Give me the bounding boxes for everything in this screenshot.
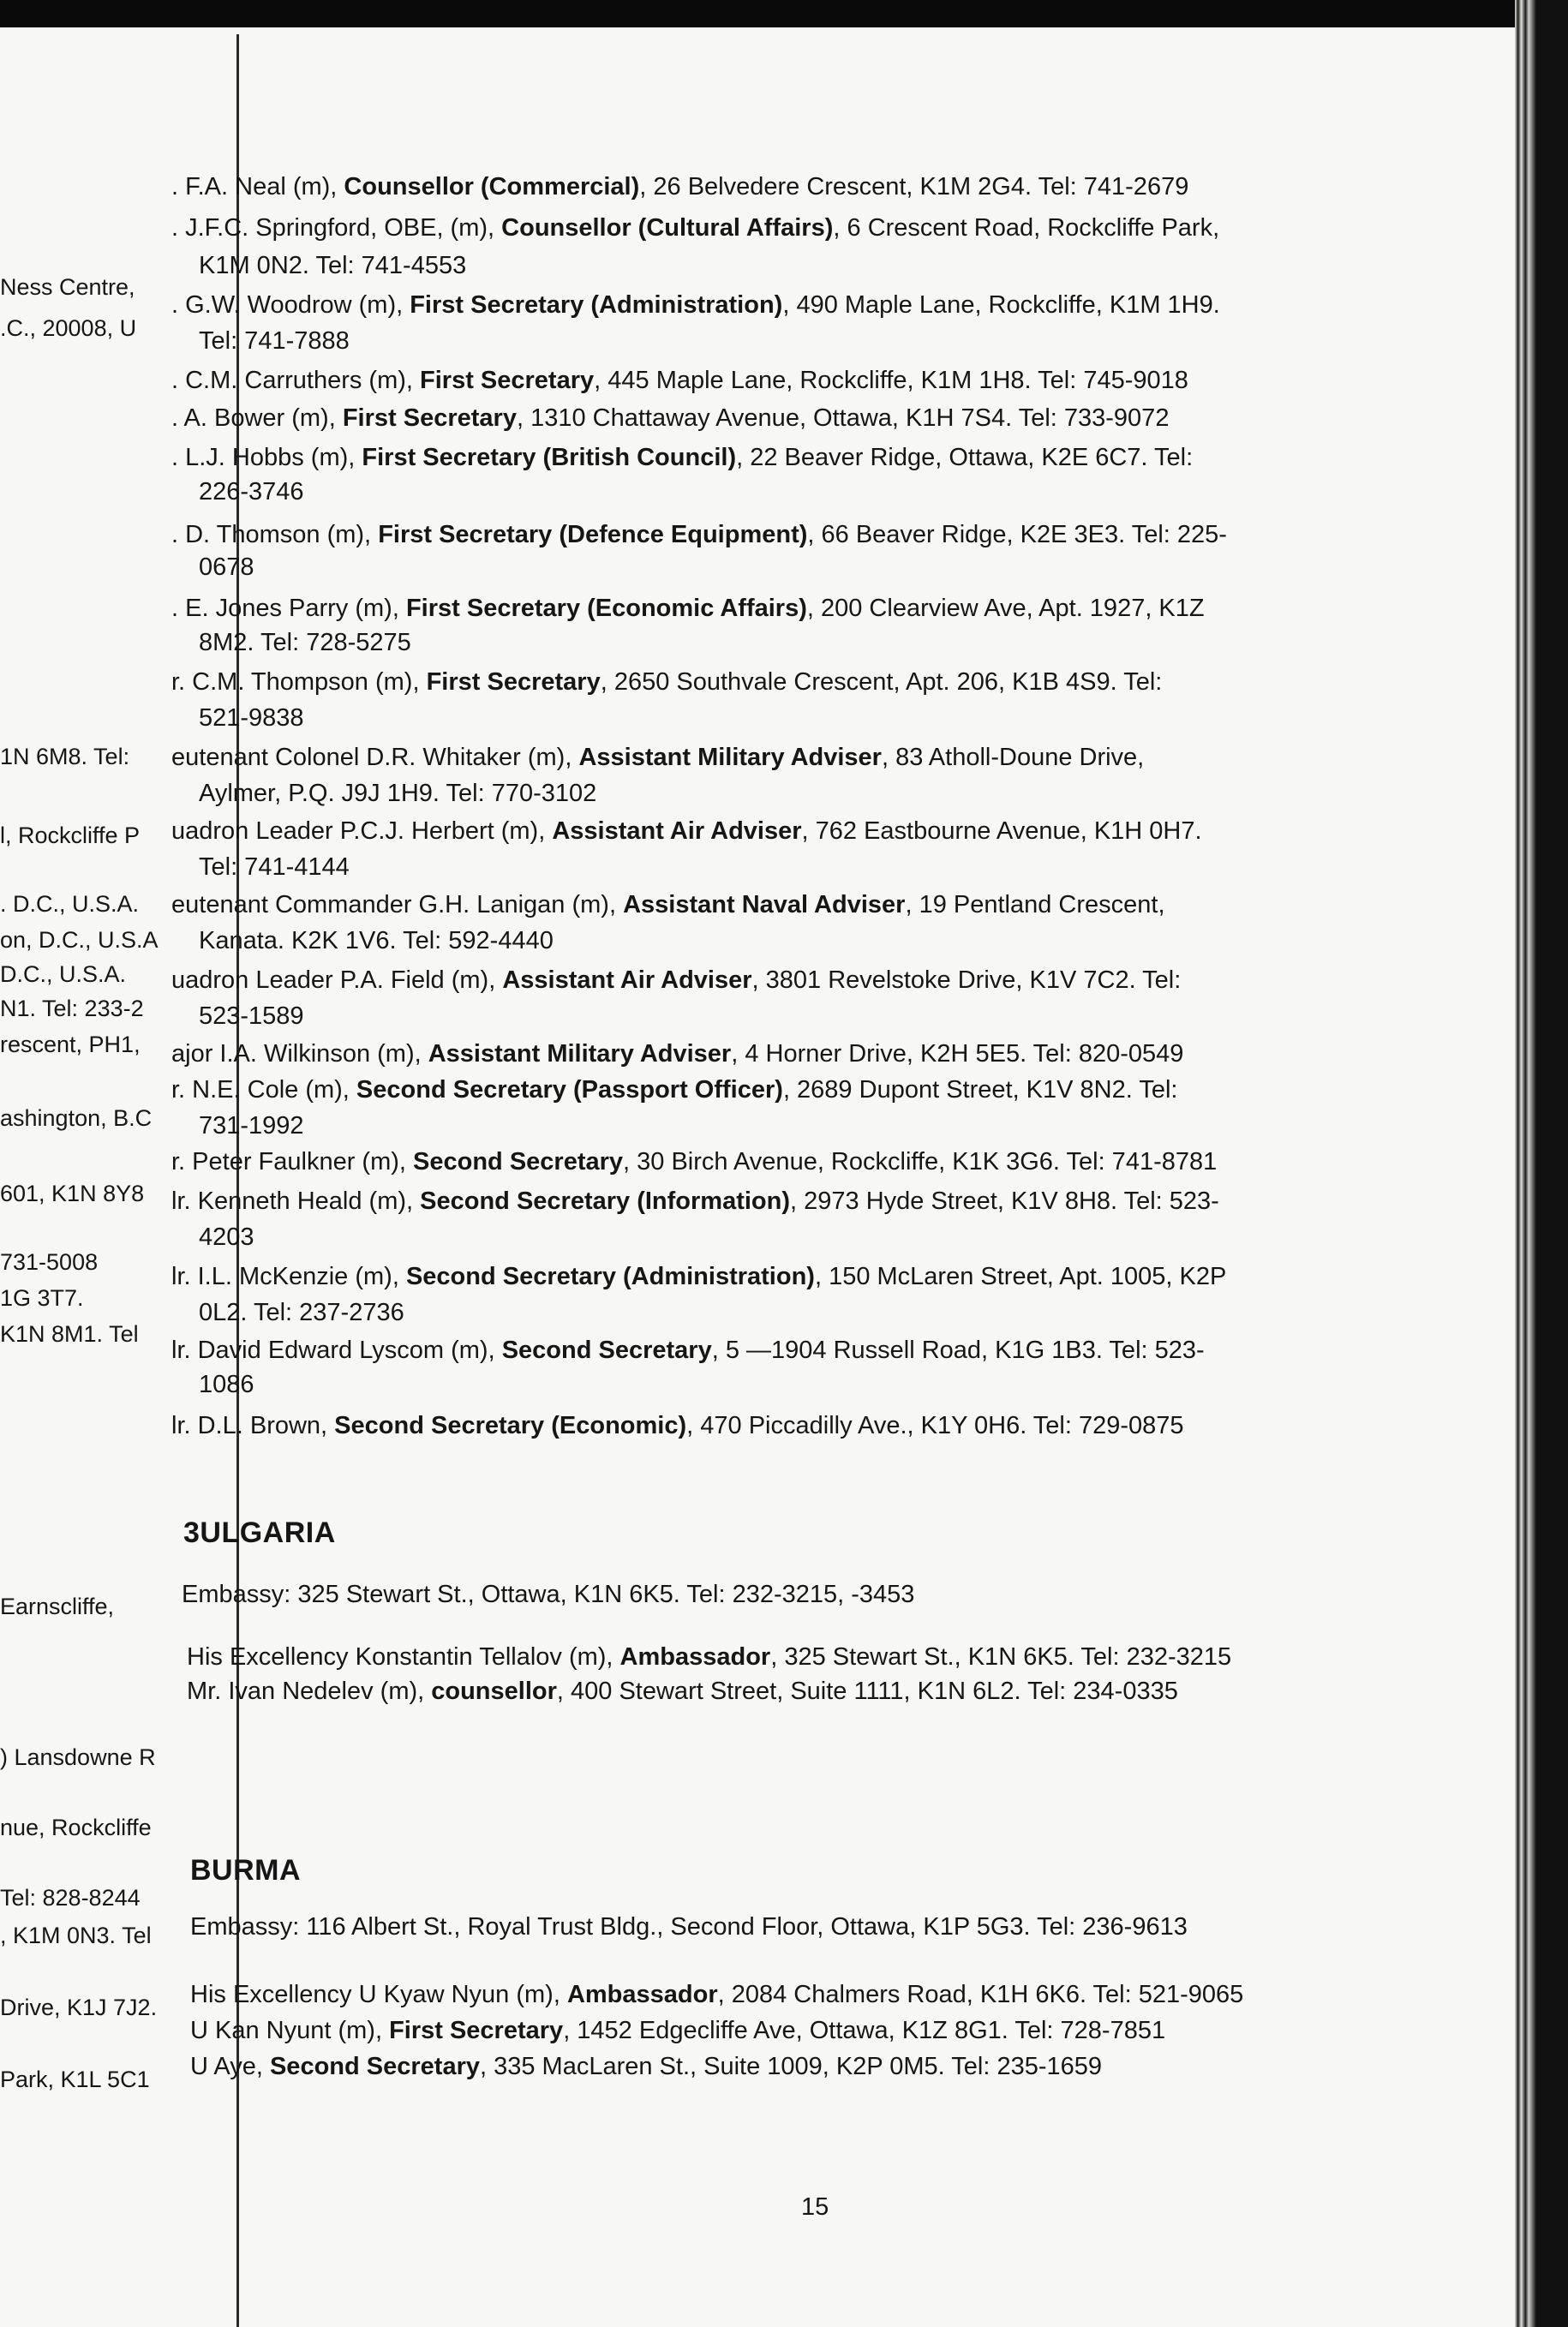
entry-title: Assistant Air Adviser <box>502 966 752 994</box>
directory-entry <box>171 212 1219 243</box>
entry-continuation: Aylmer, P.Q. J9J 1H9. Tel: 770-3102 <box>199 780 597 807</box>
entry-address: , 66 Beaver Ridge, K2E 3E3. Tel: 225- <box>807 521 1227 548</box>
entry-address: , 490 Maple Lane, Rockcliffe, K1M 1H9. <box>782 291 1220 319</box>
entry-name: . J.F.C. Springford, OBE, (m), <box>171 214 502 242</box>
entry-continuation: 521-9838 <box>199 704 304 732</box>
left-fragment: l, Rockcliffe P <box>0 823 141 848</box>
entry-continuation: 4203 <box>199 1223 254 1251</box>
entry-name: r. N.E. Cole (m), <box>171 1076 356 1104</box>
entry-name: lr. Kenneth Heald (m), <box>171 1187 421 1215</box>
entry-address: , 30 Birch Avenue, Rockcliffe, K1K 3G6. Tel: 741-8781 <box>623 1148 1218 1175</box>
directory-entry <box>187 1642 1231 1672</box>
directory-entry <box>187 1676 1178 1707</box>
entry-address: , 26 Belvedere Crescent, K1M 2G4. Tel: 741-2679 <box>639 173 1189 200</box>
entry-continuation: 226-3746 <box>199 478 304 505</box>
entry-title: First Secretary (British Council) <box>362 444 737 471</box>
entry-address: , 335 MacLaren St., Suite 1009, K2P 0M5. Tel: 235-1659 <box>479 2053 1103 2080</box>
entry-name: . E. Jones Parry (m), <box>171 595 406 622</box>
entry-title: First Secretary (Defence Equipment) <box>378 521 808 548</box>
directory-entry <box>171 290 1220 320</box>
entry-name: . D. Thomson (m), <box>171 521 379 548</box>
scan-page-edge <box>1515 0 1568 2327</box>
left-fragment: Tel: 828-8244 <box>0 1885 141 1911</box>
entry-title: First Secretary (Administration) <box>410 291 783 319</box>
entry-name: . A. Bower (m), <box>171 404 343 432</box>
directory-entry <box>171 1038 1183 1069</box>
entry-continuation: K1M 0N2. Tel: 741-4553 <box>199 252 467 279</box>
entry-title: First Secretary <box>389 2017 564 2044</box>
entry-name: eutenant Commander G.H. Lanigan (m), <box>171 891 624 918</box>
directory-entry <box>190 1979 1243 2010</box>
entry-address: , 19 Pentland Crescent, <box>905 891 1165 918</box>
entry-name: U Aye, <box>190 2053 270 2080</box>
left-fragment: Park, K1L 5C1 <box>0 2067 150 2092</box>
entry-title: Ambassador <box>619 1643 771 1671</box>
entry-continuation: 0678 <box>199 553 254 581</box>
entry-address: , 1452 Edgecliffe Ave, Ottawa, K1Z 8G1. Tel: 728-7851 <box>563 2017 1166 2044</box>
directory-entry <box>171 519 1227 550</box>
left-fragment: N1. Tel: 233-2 <box>0 996 144 1021</box>
entry-title: Ambassador <box>566 1981 718 2008</box>
entry-title: Assistant Military Adviser <box>428 1040 732 1068</box>
entry-name: . G.W. Woodrow (m), <box>171 291 410 319</box>
entry-address: , 5 —1904 Russell Road, K1G 1B3. Tel: 523- <box>711 1337 1205 1364</box>
entry-title: Assistant Air Adviser <box>552 817 802 845</box>
left-fragment: nue, Rockcliffe <box>0 1815 152 1840</box>
entry-title: Second Secretary (Economic) <box>334 1412 687 1439</box>
directory-entry <box>171 1146 1217 1177</box>
directory-entry <box>171 1186 1219 1217</box>
entry-title: Second Secretary (Administration) <box>405 1263 815 1290</box>
entry-title: First Secretary <box>420 367 595 394</box>
entry-address: , 2689 Dupont Street, K1V 8N2. Tel: <box>782 1076 1178 1104</box>
left-fragment: . D.C., U.S.A. <box>0 891 140 917</box>
directory-entry <box>171 742 1144 773</box>
entry-name: lr. I.L. McKenzie (m), <box>171 1263 406 1290</box>
entry-name: U Kan Nyunt (m), <box>190 2017 390 2044</box>
left-fragment: Earnscliffe, <box>0 1594 115 1619</box>
left-fragment: D.C., U.S.A. <box>0 961 127 987</box>
left-fragment: Ness Centre, <box>0 274 135 300</box>
entry-title: Counsellor (Cultural Affairs) <box>501 214 834 242</box>
entry-title: Second Secretary <box>501 1337 712 1364</box>
entry-title: Assistant Military Adviser <box>578 744 882 771</box>
directory-entry <box>190 2015 1165 2046</box>
entry-title: Second Secretary (Passport Officer) <box>356 1076 783 1104</box>
entry-continuation: Tel: 741-4144 <box>199 853 350 881</box>
entry-name: uadron Leader P.C.J. Herbert (m), <box>171 817 553 845</box>
entry-address: , 2084 Chalmers Road, K1H 6K6. Tel: 521-9065 <box>717 1981 1244 2008</box>
entry-address: , 22 Beaver Ridge, Ottawa, K2E 6C7. Tel: <box>736 444 1194 471</box>
bulgaria-heading: 3ULGARIA <box>183 1516 336 1549</box>
entry-address: , 1310 Chattaway Avenue, Ottawa, K1H 7S4. Tel: 733-9072 <box>516 404 1170 432</box>
entry-name: Mr. Ivan Nedelev (m), <box>187 1678 432 1705</box>
entry-address: , 83 Atholl-Doune Drive, <box>881 744 1145 771</box>
directory-entry <box>171 1261 1226 1292</box>
directory-entry <box>171 442 1193 473</box>
entry-continuation: 1086 <box>199 1371 254 1398</box>
entry-address: , 325 Stewart St., K1N 6K5. Tel: 232-3215 <box>770 1643 1232 1671</box>
entry-address: , 3801 Revelstoke Drive, K1V 7C2. Tel: <box>751 966 1182 994</box>
entry-title: counsellor <box>431 1678 557 1705</box>
entry-name: eutenant Colonel D.R. Whitaker (m), <box>171 744 579 771</box>
entry-name: ajor I.A. Wilkinson (m), <box>171 1040 428 1068</box>
entry-title: First Secretary <box>426 668 601 696</box>
entry-address: , 2973 Hyde Street, K1V 8H8. Tel: 523- <box>790 1187 1219 1215</box>
directory-entry <box>171 816 1202 846</box>
entry-name: His Excellency Konstantin Tellalov (m), <box>187 1643 620 1671</box>
scan-top-border <box>0 0 1568 27</box>
left-fragment: on, D.C., U.S.A <box>0 927 159 953</box>
entry-address: , 200 Clearview Ave, Apt. 1927, K1Z <box>806 595 1205 622</box>
directory-entry <box>171 1410 1184 1441</box>
page-number: 15 <box>801 2193 829 2221</box>
left-fragment: 1G 3T7. <box>0 1285 84 1311</box>
entry-continuation: 8M2. Tel: 728-5275 <box>199 629 411 656</box>
left-fragment: .C., 20008, U <box>0 315 137 341</box>
directory-entry <box>171 667 1162 697</box>
entry-name: lr. David Edward Lyscom (m), <box>171 1337 502 1364</box>
entry-continuation: 731-1992 <box>199 1112 304 1140</box>
entry-name: . F.A. Neal (m), <box>171 173 344 200</box>
bulgaria-embassy: Embassy: 325 Stewart St., Ottawa, K1N 6K5. Tel: 232-3215, -3453 <box>182 1581 915 1608</box>
burma-heading: BURMA <box>190 1854 302 1887</box>
left-fragment: rescent, PH1, <box>0 1032 141 1057</box>
entry-name: . C.M. Carruthers (m), <box>171 367 421 394</box>
directory-entry <box>171 889 1165 920</box>
directory-entry <box>171 403 1169 434</box>
left-fragment: Drive, K1J 7J2. <box>0 1995 158 2020</box>
entry-continuation: 523-1589 <box>199 1002 304 1030</box>
entry-continuation: 0L2. Tel: 237-2736 <box>199 1299 404 1326</box>
entry-address: , 2650 Southvale Crescent, Apt. 206, K1B 4S9. Tel: <box>600 668 1163 696</box>
directory-entry <box>171 965 1181 996</box>
entry-name: lr. D.L. Brown, <box>171 1412 335 1439</box>
entry-address: , 762 Eastbourne Avenue, K1H 0H7. <box>801 817 1202 845</box>
entry-address: , 400 Stewart Street, Suite 1111, K1N 6L2. Tel: 234-0335 <box>556 1678 1178 1705</box>
left-fragment: K1N 8M1. Tel <box>0 1321 139 1347</box>
entry-name: r. C.M. Thompson (m), <box>171 668 427 696</box>
directory-entry <box>171 1335 1205 1366</box>
left-fragment: , K1M 0N3. Tel <box>0 1923 152 1948</box>
entry-title: Second Secretary <box>413 1148 624 1175</box>
left-fragment: ashington, B.C <box>0 1105 153 1131</box>
directory-entry <box>190 2051 1102 2082</box>
entry-name: . L.J. Hobbs (m), <box>171 444 362 471</box>
directory-entry <box>171 365 1188 396</box>
directory-entry <box>171 1074 1177 1105</box>
entry-address: , 445 Maple Lane, Rockcliffe, K1M 1H8. Tel: 745-9018 <box>594 367 1188 394</box>
left-fragment: 731-5008 <box>0 1249 99 1275</box>
entry-title: Assistant Naval Adviser <box>623 891 906 918</box>
directory-entry <box>171 171 1188 202</box>
left-fragment: ) Lansdowne R <box>0 1744 156 1770</box>
directory-entry <box>171 593 1205 624</box>
entry-address: , 4 Horner Drive, K2H 5E5. Tel: 820-0549 <box>731 1040 1184 1068</box>
entry-continuation: Kanata. K2K 1V6. Tel: 592-4440 <box>199 927 554 954</box>
entry-title: Second Secretary <box>269 2053 480 2080</box>
entry-title: Second Secretary (Information) <box>420 1187 791 1215</box>
entry-name: r. Peter Faulkner (m), <box>171 1148 414 1175</box>
burma-embassy: Embassy: 116 Albert St., Royal Trust Bldg., Second Floor, Ottawa, K1P 5G3. Tel: 236-9613 <box>190 1913 1188 1941</box>
entry-address: , 150 McLaren Street, Apt. 1005, K2P <box>814 1263 1227 1290</box>
entry-title: First Secretary <box>342 404 517 432</box>
entry-address: , 470 Piccadilly Ave., K1Y 0H6. Tel: 729-0875 <box>686 1412 1184 1439</box>
entry-continuation: Tel: 741-7888 <box>199 327 350 355</box>
entry-title: First Secretary (Economic Affairs) <box>405 595 807 622</box>
entry-address: , 6 Crescent Road, Rockcliffe Park, <box>833 214 1220 242</box>
left-fragment: 1N 6M8. Tel: <box>0 744 130 769</box>
entry-name: uadron Leader P.A. Field (m), <box>171 966 503 994</box>
entry-name: His Excellency U Kyaw Nyun (m), <box>190 1981 567 2008</box>
entry-title: Counsellor (Commercial) <box>344 173 640 200</box>
left-fragment: 601, K1N 8Y8 <box>0 1181 145 1206</box>
